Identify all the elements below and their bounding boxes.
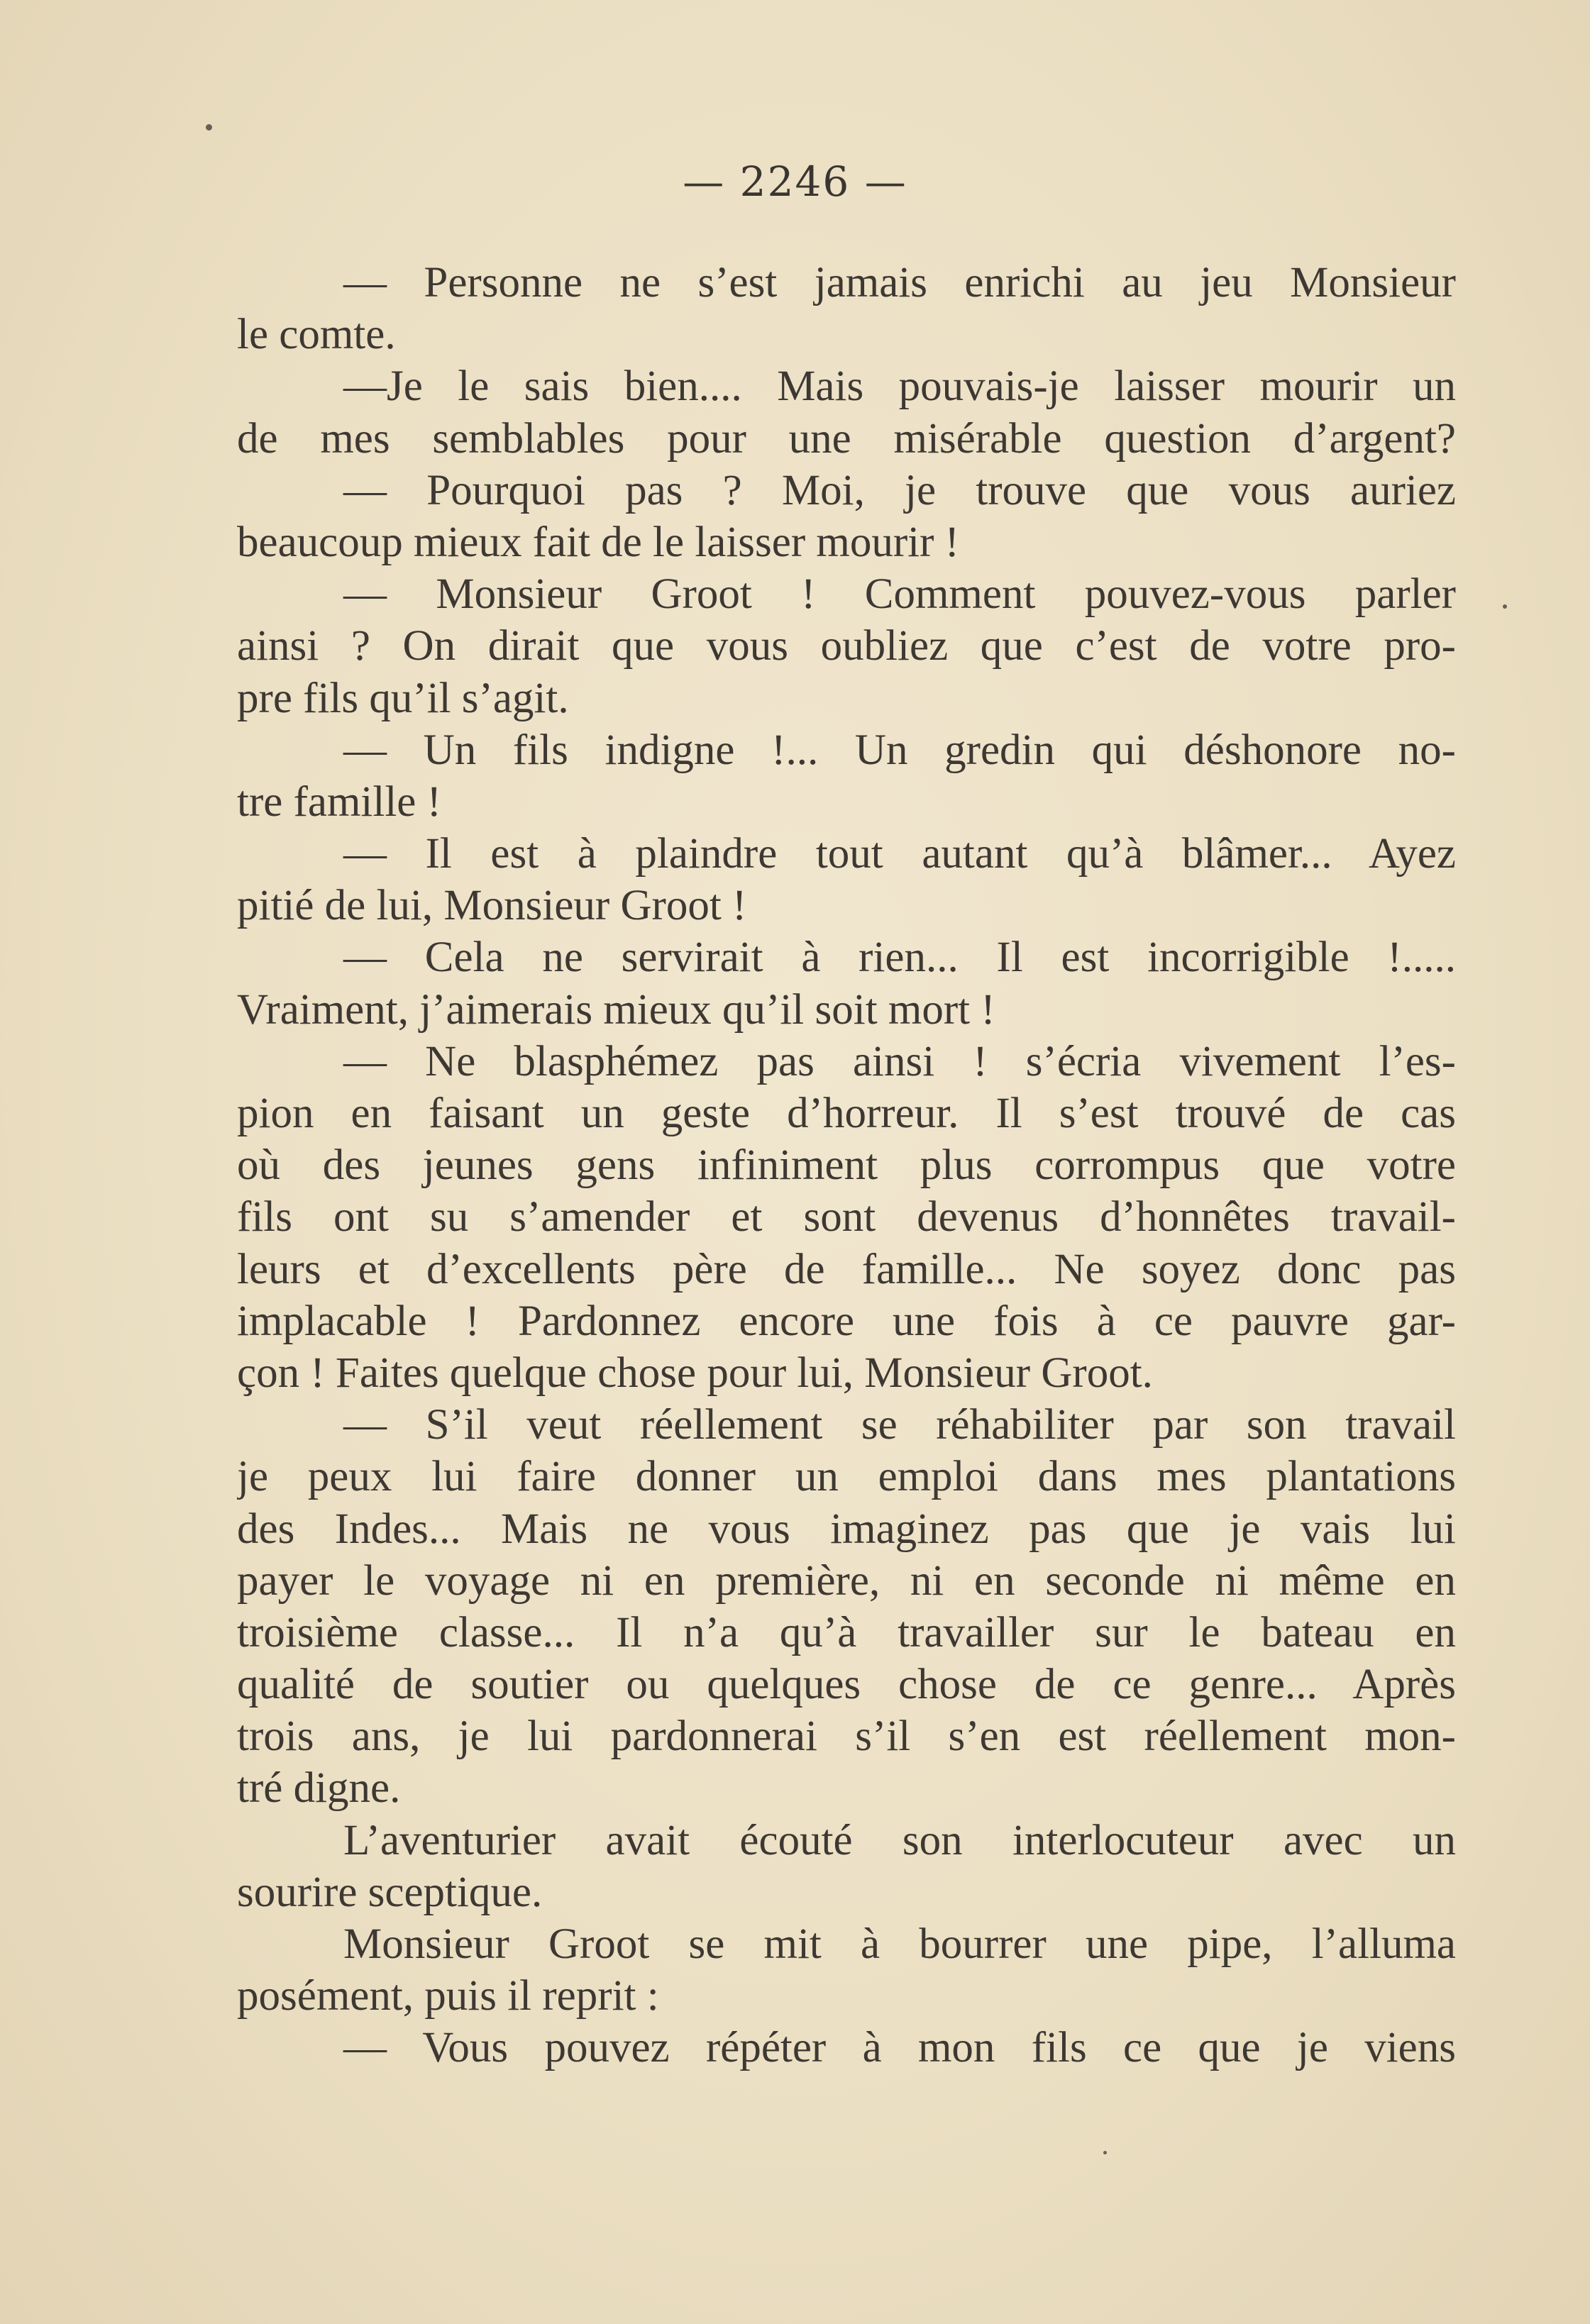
text-line: — Vous pouvez répéter à mon fils ce que je viens [343,2024,1456,2072]
paper-speck [206,124,212,131]
text-line: pion en faisant un geste d’horreur. Il s’est trouvé de cas [237,1090,1456,1137]
text-line: qualité de soutier ou quelques chose de ce genre... Après [237,1661,1456,1709]
text-line: çon ! Faites quelque chose pour lui, Monsieur Groot. [237,1349,1153,1397]
text-line: — Monsieur Groot ! Comment pouvez-vous parler [343,570,1456,619]
text-line: — Un fils indigne !... Un gredin qui déshonore no- [343,726,1456,774]
text-line: Vraiment, j’aimerais mieux qu’il soit mort ! [237,985,995,1034]
text-line: — Cela ne servirait à rien... Il est incorrigible !..... [343,934,1456,982]
text-line: tré digne. [237,1764,401,1813]
text-line: Monsieur Groot se mit à bourrer une pipe, l’alluma [343,1920,1456,1968]
text-line: de mes semblables pour une misérable question d’argent? [237,414,1456,463]
text-line: —Je le sais bien.... Mais pouvais-je laisser mourir un [343,363,1456,411]
text-line: L’aventurier avait écouté son interlocuteur avec un [343,1816,1456,1864]
body-text [237,257,1456,2074]
text-line: pitié de lui, Monsieur Groot ! [237,882,747,930]
text-line: — Il est à plaindre tout autant qu’à blâmer... Ayez [343,830,1456,878]
text-line: tre famille ! [237,778,441,826]
text-line: pre fils qu’il s’agit. [237,674,569,722]
text-line: — Pourquoi pas ? Moi, je trouve que vous auriez [343,466,1456,514]
text-line: — S’il veut réellement se réhabiliter par son travail [343,1401,1456,1449]
text-line: payer le voyage ni en première, ni en seconde ni même en [237,1556,1456,1605]
text-line: troisième classe... Il n’a qu’à travailler sur le bateau en [237,1608,1456,1656]
page-number: — 2246 — [683,157,907,206]
text-line: — Ne blasphémez pas ainsi ! s’écria vivement l’es- [343,1037,1456,1085]
text-line: trois ans, je lui pardonnerai s’il s’en est réellement mon- [237,1712,1456,1761]
text-line: fils ont su s’amender et sont devenus d’honnêtes travail- [237,1193,1456,1241]
text-line: — Personne ne s’est jamais enrichi au jeu Monsieur [343,259,1456,306]
text-line: leurs et d’excellents père de famille... Ne soyez donc pas [237,1245,1456,1293]
text-line: où des jeunes gens infiniment plus corrompus que votre [237,1141,1456,1190]
text-line: beaucoup mieux fait de le laisser mourir ! [237,518,959,566]
paper-speck [1503,604,1507,609]
text-line: implacable ! Pardonnez encore une fois à ce pauvre gar- [237,1297,1456,1345]
paper-speck [1103,2151,1107,2154]
text-line: sourire sceptique. [237,1868,543,1916]
text-line: posément, puis il reprit : [237,1972,659,2020]
text-line: ainsi ? On dirait que vous oubliez que c’est de votre pro- [237,622,1456,670]
text-line: le comte. [237,311,396,359]
text-line: des Indes... Mais ne vous imaginez pas que je vais lui [237,1505,1456,1553]
text-line: je peux lui faire donner un emploi dans mes plantations [237,1453,1456,1501]
